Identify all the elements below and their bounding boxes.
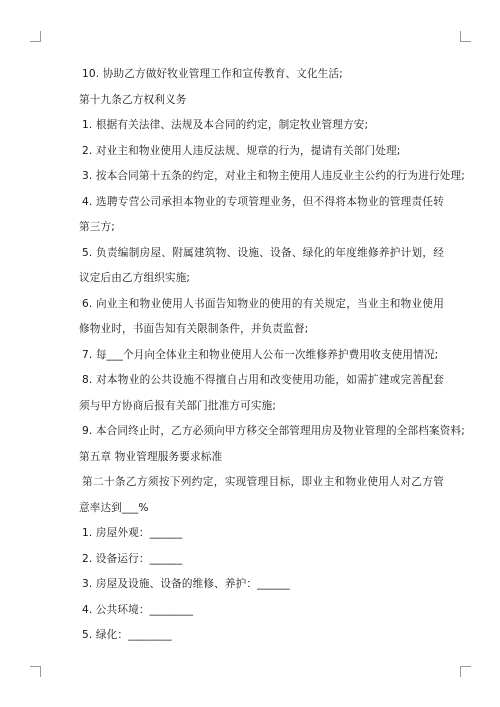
chapter-5-heading: 第五章 物业管理服务要求标准 [79,450,223,463]
clause-item-5: 5. 负责编制房屋、附属建筑物、设施、设备、绿化的年度维修养护计划，经 [82,246,444,259]
clause-item-8-continued: 须与甲方协商后报有关部门批准方可实施; [79,399,277,412]
clause-item-6: 6. 向业主和物业使用人书面告知物业的使用的有关规定，当业主和物业使用 [82,297,444,310]
standard-item-1: 1. 房屋外观：______ [82,527,183,539]
clause-item-4-continued: 第三方; [79,221,115,233]
crop-mark-bottom-right [460,666,471,677]
standard-item-5: 5. 绿化：________ [82,629,172,641]
article-20-text: 第二十条乙方须按下列约定，实现管理目标，即业主和物业使用人对乙方管 [82,476,444,488]
clause-item-6-continued: 修物业时，书面告知有关限制条件，并负责监督; [79,323,309,335]
clause-item-3: 3. 按本合同第十五条的约定，对业主和物主使用人违反业主公约的行为进行处理; [82,170,465,182]
clause-item-1: 1. 根据有关法律、法规及本合同的约定，制定牧业管理方安; [82,119,369,131]
clause-item-9: 9. 本合同终止时，乙方必须向甲方移交全部管理用房及物业管理的全部档案资料; [82,425,465,437]
standard-item-4: 4. 公共环境：________ [82,603,194,616]
clause-item-10: 10. 协助乙方做好牧业管理工作和宣传教育、文化生活; [82,68,343,80]
clause-item-4: 4. 选聘专营公司承担本物业的专项管理业务，但不得将本物业的管理责任转 [82,195,444,208]
document-body [79,62,465,649]
clause-item-7: 7. 每___个月向全体业主和物业使用人公布一次维修养护费用收支使用情况; [82,348,439,361]
crop-mark-top-right [460,31,471,42]
crop-mark-top-left [30,31,41,42]
standard-item-3: 3. 房屋及设施、设备的维修、养护：______ [82,578,290,590]
clause-item-5-continued: 议定后由乙方组织实施; [79,272,191,284]
clause-item-8: 8. 对本物业的公共设施不得擅自占用和改变使用功能，如需扩建或完善配套 [82,374,444,386]
clause-item-2: 2. 对业主和物业使用人违反法规、规章的行为，提请有关部门处理; [82,144,401,157]
article-20-text-continued: 意率达到___% [79,501,149,514]
standard-item-2: 2. 设备运行：______ [82,552,183,565]
crop-mark-bottom-left [30,666,41,677]
article-19-heading: 第十九条乙方权利义务 [79,93,187,106]
